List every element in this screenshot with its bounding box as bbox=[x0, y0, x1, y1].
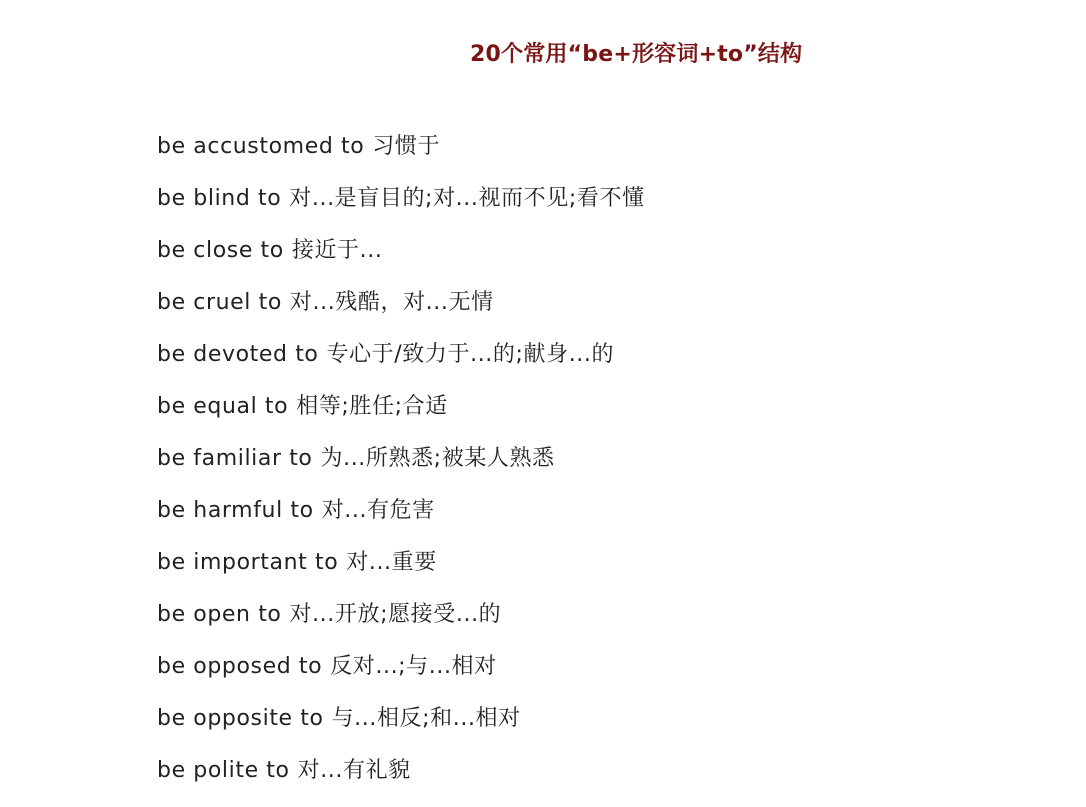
phrase-english: be open to bbox=[157, 602, 282, 627]
phrase-english: be blind to bbox=[157, 186, 282, 211]
list-item bbox=[157, 651, 645, 703]
phrase-english: be devoted to bbox=[157, 342, 319, 367]
list-item bbox=[157, 235, 645, 287]
list-item bbox=[157, 547, 645, 599]
list-item bbox=[157, 287, 645, 339]
list-item bbox=[157, 339, 645, 391]
list-item bbox=[157, 703, 645, 755]
phrase-meaning: 为...所熟悉;被某人熟悉 bbox=[320, 446, 555, 471]
list-item bbox=[157, 131, 645, 183]
phrase-english: be cruel to bbox=[157, 290, 282, 315]
phrase-english: be important to bbox=[157, 550, 339, 575]
phrase-english: be accustomed to bbox=[157, 134, 365, 159]
phrase-meaning: 对...残酷，对...无情 bbox=[289, 290, 494, 315]
list-item bbox=[157, 391, 645, 443]
phrase-english: be opposite to bbox=[157, 706, 324, 731]
phrase-english: be opposed to bbox=[157, 654, 323, 679]
phrase-meaning: 习惯于 bbox=[372, 134, 441, 159]
phrase-list bbox=[157, 131, 645, 807]
phrase-meaning: 相等;胜任;合适 bbox=[296, 394, 448, 419]
phrase-meaning: 对...重要 bbox=[346, 550, 437, 575]
list-item bbox=[157, 495, 645, 547]
phrase-meaning: 对...有危害 bbox=[321, 498, 435, 523]
phrase-meaning: 专心于/致力于...的;献身...的 bbox=[326, 342, 615, 367]
list-item bbox=[157, 443, 645, 495]
phrase-english: be close to bbox=[157, 238, 284, 263]
phrase-english: be familiar to bbox=[157, 446, 313, 471]
phrase-english: be harmful to bbox=[157, 498, 314, 523]
page-title: 20个常用“be+形容词+to”结构 bbox=[470, 42, 803, 67]
phrase-meaning: 对...开放;愿接受...的 bbox=[289, 602, 502, 627]
phrase-meaning: 对...有礼貌 bbox=[297, 758, 411, 783]
phrase-meaning: 反对...;与...相对 bbox=[330, 654, 497, 679]
phrase-meaning: 接近于... bbox=[291, 238, 383, 263]
list-item bbox=[157, 599, 645, 651]
phrase-english: be equal to bbox=[157, 394, 289, 419]
list-item bbox=[157, 755, 645, 807]
list-item bbox=[157, 183, 645, 235]
phrase-meaning: 对...是盲目的;对...视而不见;看不懂 bbox=[289, 186, 645, 211]
phrase-meaning: 与...相反;和...相对 bbox=[331, 706, 521, 731]
phrase-english: be polite to bbox=[157, 758, 290, 783]
